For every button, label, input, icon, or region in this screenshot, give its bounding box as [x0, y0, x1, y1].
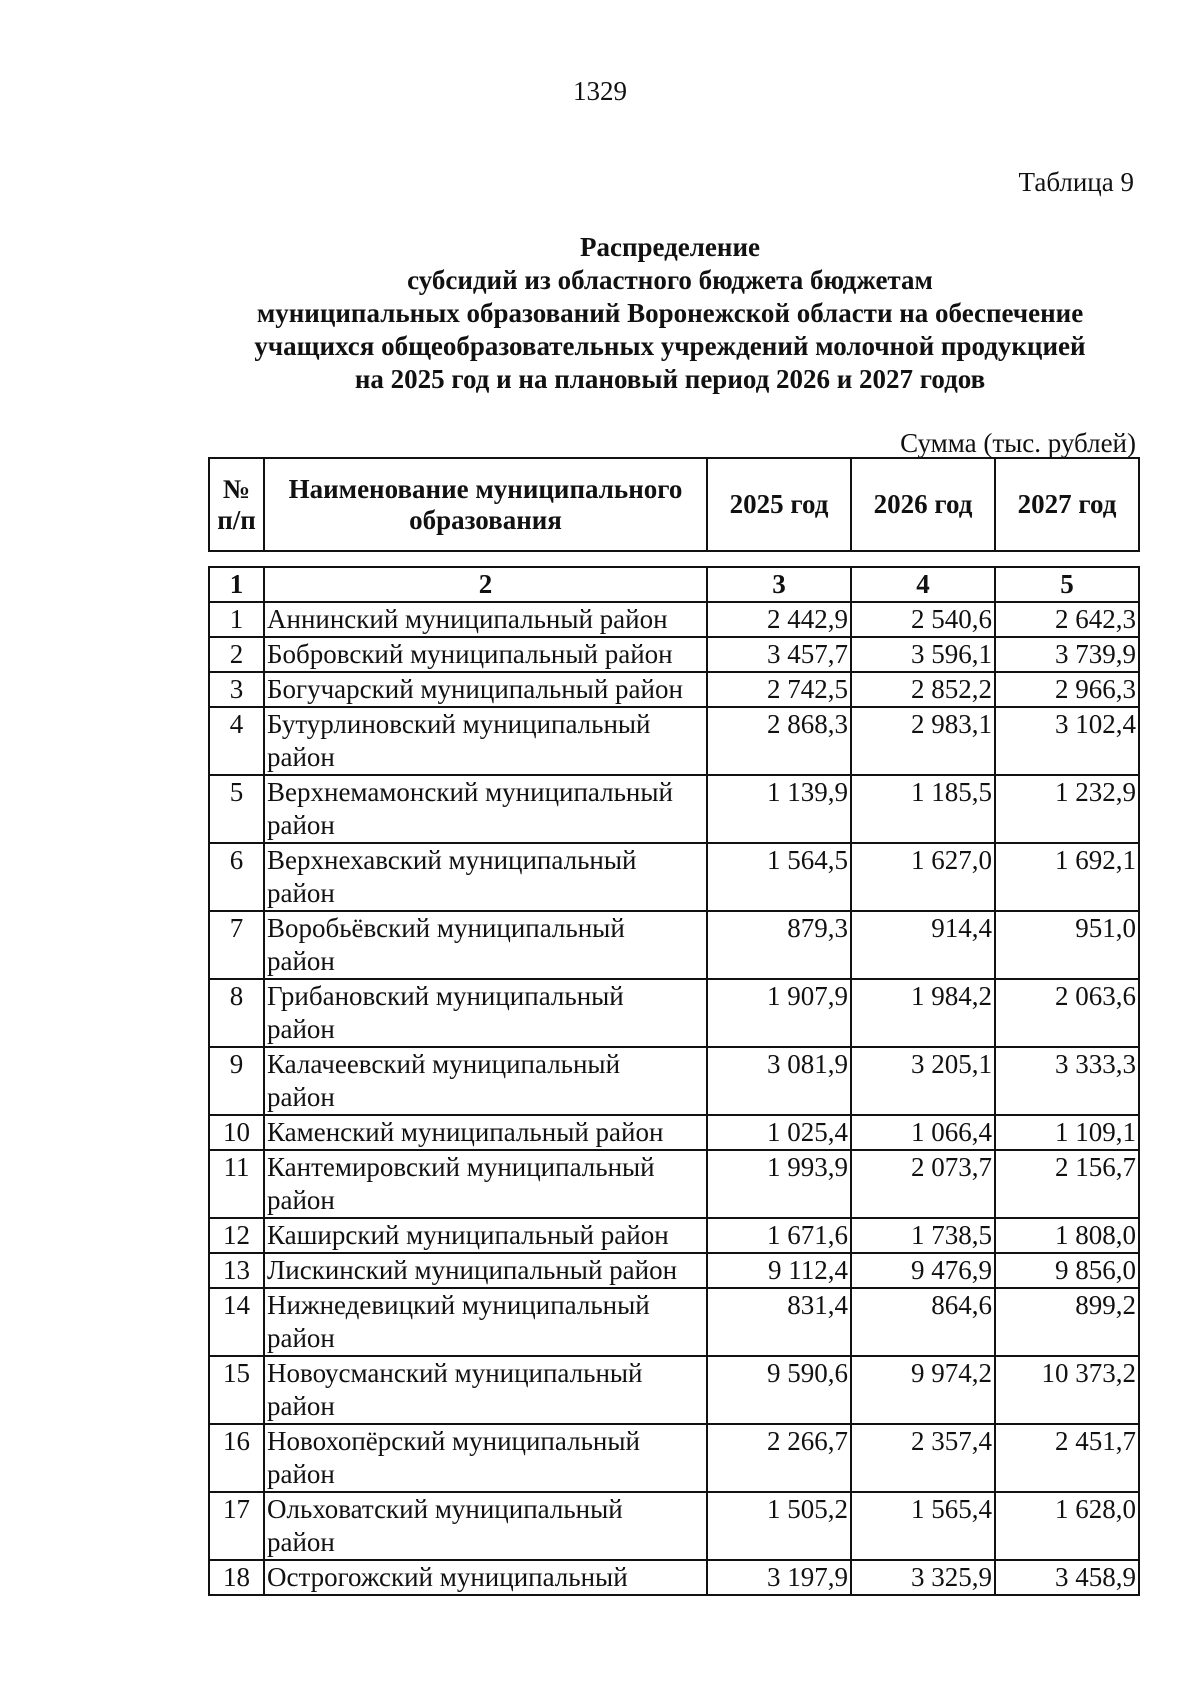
table-row	[209, 1560, 1139, 1595]
municipality-name-line: Богучарский муниципальный район	[267, 674, 683, 704]
municipality-name-line: Бобровский муниципальный район	[267, 639, 673, 669]
municipality-name	[264, 979, 707, 1047]
value-2026: 1 066,4	[851, 1115, 995, 1150]
municipality-name-line: Лискинский муниципальный район	[267, 1255, 678, 1285]
row-number: 13	[209, 1253, 264, 1288]
value-2026: 2 357,4	[851, 1424, 995, 1492]
municipality-name-line: Воробьёвский муниципальный	[267, 913, 625, 943]
municipality-name-line: Аннинский муниципальный район	[267, 604, 668, 634]
value-2026: 3 205,1	[851, 1047, 995, 1115]
header-name-line: образования	[409, 504, 562, 535]
value-2027: 2 966,3	[995, 672, 1139, 707]
municipality-name	[264, 1115, 707, 1150]
row-number: 8	[209, 979, 264, 1047]
header-2026: 2026 год	[851, 458, 995, 551]
value-2025: 1 671,6	[707, 1218, 851, 1253]
table-row	[209, 1492, 1139, 1560]
row-number: 12	[209, 1218, 264, 1253]
header-name	[264, 458, 707, 551]
value-2027: 1 109,1	[995, 1115, 1139, 1150]
row-number: 7	[209, 911, 264, 979]
column-number: 2	[264, 567, 707, 602]
municipality-name-line: район	[267, 1185, 335, 1215]
value-2025: 1 564,5	[707, 843, 851, 911]
value-2027: 1 692,1	[995, 843, 1139, 911]
municipality-name-line: Каширский муниципальный район	[267, 1220, 669, 1250]
value-2026: 9 476,9	[851, 1253, 995, 1288]
municipality-name-line: район	[267, 1527, 335, 1557]
row-number: 16	[209, 1424, 264, 1492]
header-2027: 2027 год	[995, 458, 1139, 551]
value-2027: 3 102,4	[995, 707, 1139, 775]
title-line: Распределение	[579, 232, 761, 262]
value-2027: 10 373,2	[995, 1356, 1139, 1424]
municipality-name	[264, 843, 707, 911]
municipality-name	[264, 1253, 707, 1288]
municipality-name-line: район	[267, 1323, 335, 1353]
table-row	[209, 672, 1139, 707]
row-number: 15	[209, 1356, 264, 1424]
municipality-name	[264, 775, 707, 843]
table-row	[209, 637, 1139, 672]
value-2027: 1 232,9	[995, 775, 1139, 843]
municipality-name-line: Каменский муниципальный район	[267, 1117, 664, 1147]
table-row	[209, 1288, 1139, 1356]
row-number: 17	[209, 1492, 264, 1560]
municipality-name	[264, 1218, 707, 1253]
row-number: 11	[209, 1150, 264, 1218]
municipality-name	[264, 672, 707, 707]
value-2026: 9 974,2	[851, 1356, 995, 1424]
value-2026: 3 596,1	[851, 637, 995, 672]
municipality-name-line: район	[267, 810, 335, 840]
value-2025: 2 442,9	[707, 602, 851, 637]
value-2025: 1 505,2	[707, 1492, 851, 1560]
municipality-name	[264, 602, 707, 637]
title-line: учащихся общеобразовательных учреждений молочной продукцией	[254, 331, 1086, 361]
table-header	[208, 457, 1140, 552]
municipality-name-line: район	[267, 1014, 335, 1044]
table-row	[209, 843, 1139, 911]
row-number: 4	[209, 707, 264, 775]
row-number: 1	[209, 602, 264, 637]
table-row	[209, 707, 1139, 775]
municipality-name-line: Верхнехавский муниципальный	[267, 845, 637, 875]
municipality-name-line: район	[267, 1459, 335, 1489]
municipality-name	[264, 1560, 707, 1595]
value-2025: 1 025,4	[707, 1115, 851, 1150]
value-2025: 3 081,9	[707, 1047, 851, 1115]
document-title	[0, 231, 1200, 396]
value-2027: 899,2	[995, 1288, 1139, 1356]
value-2026: 1 627,0	[851, 843, 995, 911]
title-line: субсидий из областного бюджета бюджетам	[407, 265, 933, 295]
value-2026: 914,4	[851, 911, 995, 979]
value-2027: 1 808,0	[995, 1218, 1139, 1253]
table-row	[209, 979, 1139, 1047]
header-number-line: п/п	[217, 504, 256, 535]
column-number: 5	[995, 567, 1139, 602]
municipality-name-line: Острогожский муниципальный	[267, 1562, 628, 1592]
column-number: 3	[707, 567, 851, 602]
value-2027: 1 628,0	[995, 1492, 1139, 1560]
municipality-name-line: район	[267, 946, 335, 976]
municipality-name-line: Верхнемамонский муниципальный	[267, 777, 673, 807]
municipality-name-line: Новоусманский муниципальный	[267, 1358, 643, 1388]
value-2026: 2 983,1	[851, 707, 995, 775]
value-2026: 2 852,2	[851, 672, 995, 707]
table-label: Таблица 9	[1018, 167, 1134, 197]
value-2025: 1 993,9	[707, 1150, 851, 1218]
row-number: 10	[209, 1115, 264, 1150]
value-2027: 3 739,9	[995, 637, 1139, 672]
municipality-name-line: Бутурлиновский муниципальный	[267, 709, 651, 739]
header-name-line: Наименование муниципального	[288, 473, 683, 504]
value-2026: 1 185,5	[851, 775, 995, 843]
column-number-row	[209, 567, 1139, 602]
value-2025: 879,3	[707, 911, 851, 979]
value-2025: 3 197,9	[707, 1560, 851, 1595]
table-row	[209, 1356, 1139, 1424]
municipality-name-line: Калачеевский муниципальный	[267, 1049, 621, 1079]
row-number: 2	[209, 637, 264, 672]
municipality-name-line: район	[267, 742, 335, 772]
municipality-name	[264, 1424, 707, 1492]
value-2025: 2 868,3	[707, 707, 851, 775]
municipality-name-line: Ольховатский муниципальный	[267, 1494, 623, 1524]
table-body	[209, 567, 1139, 1595]
value-2025: 1 907,9	[707, 979, 851, 1047]
table-row	[209, 1150, 1139, 1218]
title-line: на 2025 год и на плановый период 2026 и 2027 годов	[354, 364, 986, 394]
table-row	[209, 1424, 1139, 1492]
header-2025: 2025 год	[707, 458, 851, 551]
municipality-name	[264, 1150, 707, 1218]
municipality-name-line: Грибановский муниципальный	[267, 981, 624, 1011]
municipality-name	[264, 707, 707, 775]
row-number: 14	[209, 1288, 264, 1356]
value-2026: 1 738,5	[851, 1218, 995, 1253]
value-2025: 831,4	[707, 1288, 851, 1356]
value-2027: 2 156,7	[995, 1150, 1139, 1218]
municipality-name-line: Новохопёрский муниципальный	[267, 1426, 640, 1456]
table-row	[209, 1253, 1139, 1288]
table-row	[209, 911, 1139, 979]
table-row	[209, 602, 1139, 637]
municipality-name	[264, 1492, 707, 1560]
header-number-line: №	[222, 473, 251, 504]
value-2027: 951,0	[995, 911, 1139, 979]
table-row	[209, 1047, 1139, 1115]
value-2025: 9 590,6	[707, 1356, 851, 1424]
data-table	[208, 566, 1140, 1596]
value-2025: 1 139,9	[707, 775, 851, 843]
value-2026: 1 565,4	[851, 1492, 995, 1560]
municipality-name	[264, 1356, 707, 1424]
value-2026: 864,6	[851, 1288, 995, 1356]
value-2026: 2 540,6	[851, 602, 995, 637]
table-row	[209, 775, 1139, 843]
row-number: 9	[209, 1047, 264, 1115]
value-2026: 1 984,2	[851, 979, 995, 1047]
municipality-name-line: район	[267, 1082, 335, 1112]
value-2025: 2 266,7	[707, 1424, 851, 1492]
municipality-name-line: район	[267, 1391, 335, 1421]
value-2026: 3 325,9	[851, 1560, 995, 1595]
value-2027: 2 451,7	[995, 1424, 1139, 1492]
value-2027: 2 063,6	[995, 979, 1139, 1047]
municipality-name-line: район	[267, 878, 335, 908]
row-number: 6	[209, 843, 264, 911]
municipality-name	[264, 1047, 707, 1115]
value-2027: 3 333,3	[995, 1047, 1139, 1115]
row-number: 5	[209, 775, 264, 843]
value-2025: 9 112,4	[707, 1253, 851, 1288]
value-2027: 9 856,0	[995, 1253, 1139, 1288]
page-number: 1329	[573, 76, 627, 106]
row-number: 18	[209, 1560, 264, 1595]
row-number: 3	[209, 672, 264, 707]
municipality-name	[264, 911, 707, 979]
column-number: 4	[851, 567, 995, 602]
value-2027: 2 642,3	[995, 602, 1139, 637]
value-2026: 2 073,7	[851, 1150, 995, 1218]
units-label: Сумма (тыс. рублей)	[900, 428, 1136, 458]
value-2025: 2 742,5	[707, 672, 851, 707]
title-line: муниципальных образований Воронежской области на обеспечение	[256, 298, 1084, 328]
value-2027: 3 458,9	[995, 1560, 1139, 1595]
municipality-name	[264, 637, 707, 672]
table-row	[209, 1115, 1139, 1150]
value-2025: 3 457,7	[707, 637, 851, 672]
header-number	[209, 458, 264, 551]
table-row	[209, 1218, 1139, 1253]
municipality-name	[264, 1288, 707, 1356]
column-number: 1	[209, 567, 264, 602]
municipality-name-line: Кантемировский муниципальный	[267, 1152, 655, 1182]
municipality-name-line: Нижнедевицкий муниципальный	[267, 1290, 650, 1320]
